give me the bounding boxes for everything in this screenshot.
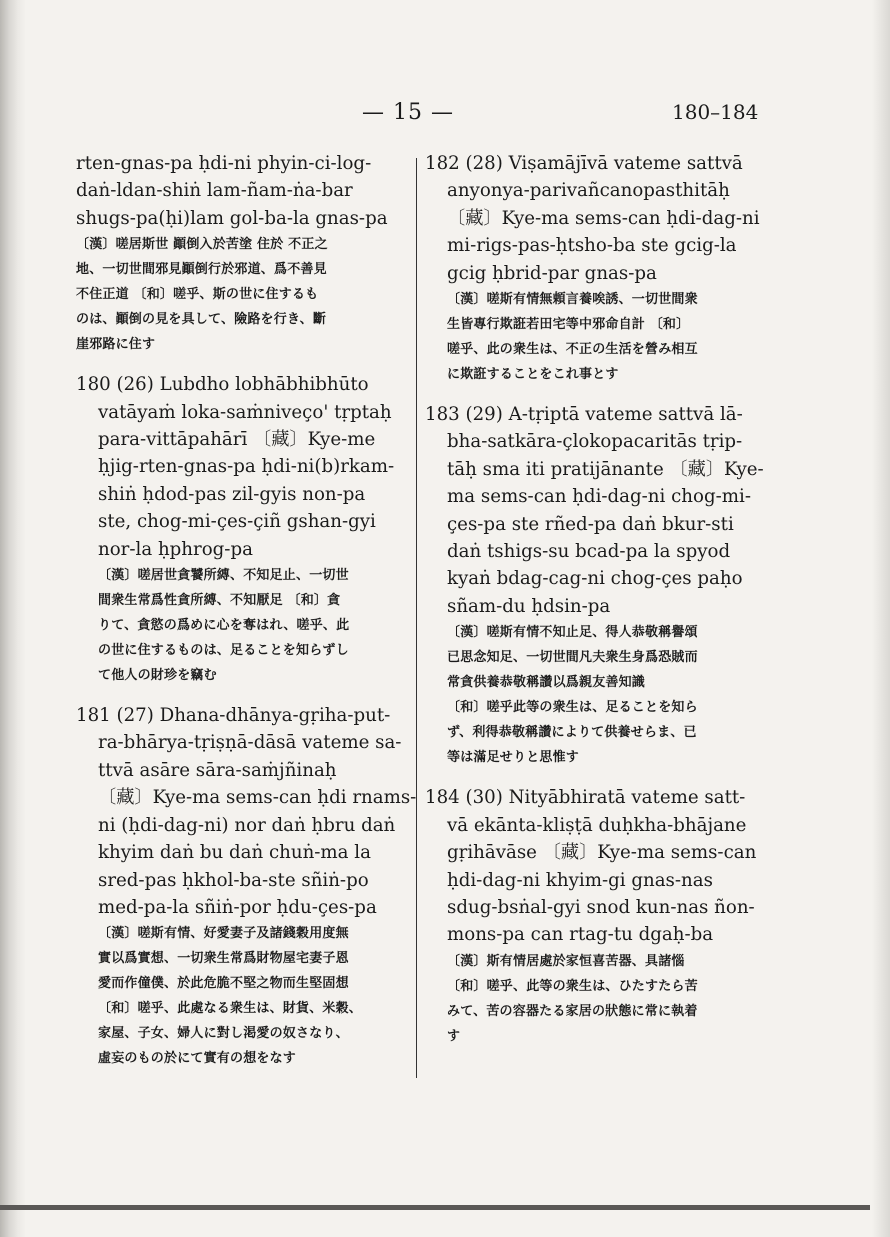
- cjk-line: 間衆生常爲性貪所縛、不知厭足 〔和〕貪: [98, 593, 341, 609]
- text-line: vā ekānta-kliṣṭā duḥkha-bhājane: [447, 814, 747, 836]
- entry-heading: 182 (28) Viṣamājīvā vateme sattvā: [425, 153, 743, 174]
- cjk-line: 嗟乎、此の衆生は、不正の生活を營み相互: [447, 342, 698, 358]
- text-line: khyim daṅ bu daṅ chuṅ-ma la: [98, 842, 371, 864]
- text-line: ḥjig-rten-gnas-pa ḥdi-ni(b)rkam-: [98, 456, 395, 478]
- chinese-japanese-block: [425, 949, 760, 1049]
- cjk-line: 常貪供養恭敬稱讚以爲親友善知識: [447, 675, 646, 691]
- entry-heading: 183 (29) A-tṛiptā vateme sattvā lā-: [425, 404, 743, 426]
- cjk-line: 生皆專行欺誑若田宅等中邪命自計 〔和〕: [447, 317, 690, 333]
- text-line: 〔藏〕Kye-ma sems-can ḥdi rnams-: [98, 787, 417, 809]
- left-column: [76, 150, 417, 1077]
- cjk-line: 〔和〕嗟乎、此等の衆生は、ひたすたら苦: [447, 978, 698, 994]
- chinese-japanese-block: [76, 232, 412, 357]
- text-line: 〔藏〕Kye-ma sems-can ḥdi-dag-ni: [447, 207, 760, 229]
- text-line: anyonya-parivañcanopasthitāḥ: [447, 180, 730, 202]
- cjk-line: 愛而作僮僕、於此危脆不堅之物而生堅固想: [98, 976, 349, 992]
- cjk-line: 〔漢〕嗟居世貪饕所縛、不知足止、一切世: [98, 568, 349, 584]
- cjk-line: に欺誑することをこれ事とす: [447, 367, 619, 383]
- text-line: mi-rigs-pas-ḥtsho-ba ste gcig-la: [447, 235, 737, 257]
- entry-heading: 184 (30) Nityābhiratā vateme satt-: [425, 787, 746, 809]
- text-line: ttvā asāre sāra-saṁjñinaḥ: [98, 759, 337, 781]
- cjk-line: 實以爲實想、一切衆生常爲財物屋宅妻子恩: [98, 951, 349, 967]
- text-line: ḥdi-dag-ni khyim-gi gnas-nas: [447, 869, 713, 891]
- entry-184: [425, 784, 760, 1048]
- text-line: vatāyaṁ loka-saṁniveço' tṛptaḥ: [98, 401, 392, 423]
- cjk-line: のは、顚倒の見を具して、險路を行き、斷: [76, 312, 327, 328]
- chinese-japanese-block: [76, 563, 412, 688]
- chinese-japanese-block: [76, 921, 412, 1071]
- text-line: ste, chog-mi-çes-çiñ gshan-gyi: [98, 511, 376, 533]
- cjk-line: 〔漢〕嗟斯有情無頼言養唉誘、一切世間衆: [447, 292, 698, 308]
- text-line: nor-la ḥphrog-pa: [98, 538, 253, 560]
- entry-179-continuation: [76, 150, 412, 357]
- cjk-line: 等は滿足せりと思惟す: [447, 750, 580, 766]
- text-line: gcig ḥbrid-par gnas-pa: [447, 262, 657, 284]
- cjk-line: 〔漢〕嗟斯有情、好愛妻子及諸錢穀用度無: [98, 926, 349, 942]
- right-column: [425, 150, 764, 1055]
- cjk-line: 〔漢〕嗟斯有情不知止足、得人恭敬稱譽頌: [447, 625, 698, 641]
- text-line: para-vittāpahārī 〔藏〕Kye-me: [98, 429, 376, 451]
- cjk-line: ず、利得恭敬稱讚によりて供養せらま、已: [447, 725, 697, 741]
- chinese-japanese-block: [425, 287, 760, 387]
- cjk-line: 崖邪路に住す: [76, 337, 156, 353]
- cjk-line: りて、貪慾の爲めに心を奪はれ、嗟乎、此: [98, 618, 350, 634]
- entry-181: [76, 702, 417, 1071]
- cjk-line: す: [447, 1028, 461, 1044]
- page-number: — 15 —: [362, 100, 454, 125]
- cjk-line: 〔和〕嗟乎此等の衆生は、足ることを知ら: [447, 700, 698, 716]
- cjk-line: 地、一切世間邪見顚倒行於邪道、爲不善見: [76, 262, 327, 278]
- cjk-line: 〔和〕嗟乎、此處なる衆生は、財貨、米穀、: [98, 1001, 363, 1017]
- column-divider: [416, 158, 417, 1078]
- text-line: sred-pas ḥkhol-ba-ste sñiṅ-po: [98, 869, 369, 891]
- cjk-line: みて、苦の容器たる家居の狀態に常に執着: [447, 1003, 698, 1019]
- scan-bottom-edge: [0, 1205, 870, 1210]
- cjk-line: 家屋、子女、婦人に對し渇愛の奴さなり、: [98, 1026, 349, 1042]
- text-line: çes-pa ste rñed-pa daṅ bkur-sti: [447, 513, 734, 535]
- text-line: med-pa-la sñiṅ-por ḥdu-çes-pa: [98, 896, 377, 918]
- page-header: [0, 96, 890, 136]
- entry-range: 180–184: [672, 100, 759, 124]
- cjk-line: 已思念知足、一切世間凡夫衆生身爲恐賊而: [447, 650, 698, 666]
- text-line: kyaṅ bdag-cag-ni chog-çes paḥo: [447, 568, 743, 590]
- cjk-line: 虛妄のもの於にて實有の想をなす: [98, 1051, 297, 1067]
- text-line: mons-pa can rtag-tu dgaḥ-ba: [447, 924, 714, 946]
- entry-183: [425, 401, 764, 770]
- text-line: shugs-pa(ḥi)lam gol-ba-la gnas-pa: [76, 207, 388, 229]
- cjk-line: の世に住するものは、足ることを知らずし: [98, 643, 349, 659]
- text-line: ra-bhārya-tṛiṣṇā-dāsā vateme sa-: [98, 732, 402, 754]
- scan-shadow-right: [872, 0, 890, 1237]
- text-line: gṛihāvāse 〔藏〕Kye-ma sems-can: [447, 842, 757, 864]
- entry-182: [425, 150, 760, 387]
- text-line: ma sems-can ḥdi-dag-ni chog-mi-: [447, 486, 751, 508]
- scan-shadow-left: [0, 0, 26, 1237]
- text-line: tāḥ sma iti pratijānante 〔藏〕Kye-: [447, 458, 764, 480]
- text-line: bha-satkāra-çlokopacaritās tṛip-: [447, 431, 743, 453]
- cjk-line: 不住正道 〔和〕嗟乎、斯の世に住するも: [76, 287, 319, 303]
- text-line: sdug-bsṅal-gyi snod kun-nas ñon-: [447, 896, 755, 918]
- cjk-line: 〔漢〕斯有情居處於家恒喜苦器、具諸惱: [447, 953, 685, 969]
- text-line: daṅ-ldan-shiṅ lam-ñam-ṅa-bar: [76, 180, 353, 202]
- text-line: ni (ḥdi-dag-ni) nor daṅ ḥbru daṅ: [98, 814, 396, 836]
- cjk-line: 〔漢〕嗟居斯世 顚倒入於苦塗 住於 不正之: [76, 237, 328, 253]
- chinese-japanese-block: [425, 620, 760, 770]
- text-line: shiṅ ḥdod-pas zil-gyis non-pa: [98, 483, 366, 505]
- entry-180: [76, 371, 412, 688]
- text-line: rten-gnas-pa ḥdi-ni phyin-ci-log-: [76, 153, 372, 174]
- cjk-line: て他人の財珍を竊む: [98, 668, 217, 684]
- entry-heading: 181 (27) Dhana-dhānya-gṛiha-put-: [76, 705, 391, 727]
- text-line: sñam-du ḥdsin-pa: [447, 595, 611, 617]
- entry-heading: 180 (26) Lubdho lobhābhibhūto: [76, 374, 369, 396]
- text-line: daṅ tshigs-su bcad-pa la spyod: [447, 541, 731, 563]
